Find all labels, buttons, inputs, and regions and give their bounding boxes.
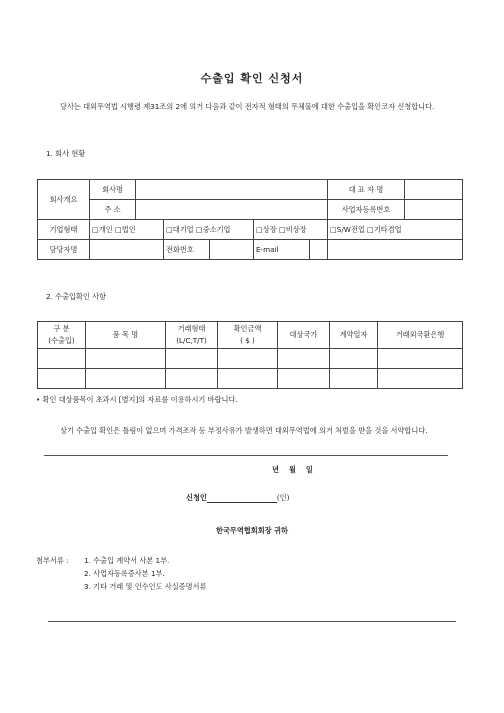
biz-reg-no-value[interactable] xyxy=(405,200,463,220)
attachments-label: 첨부서류 : xyxy=(36,556,69,565)
table-cell[interactable] xyxy=(330,349,378,369)
col-amount-text: 확인금액 xyxy=(233,324,262,333)
representative-label: 대 표 자 명 xyxy=(328,180,405,200)
applicant-line xyxy=(186,493,289,503)
col-trade-type xyxy=(166,322,218,349)
col-contract-date: 계약일자 xyxy=(330,322,378,349)
company-name-label: 회사명 xyxy=(90,180,136,200)
address-value[interactable] xyxy=(136,200,328,220)
manager-value[interactable] xyxy=(90,240,164,260)
table-cell[interactable] xyxy=(378,369,463,389)
table-cell[interactable] xyxy=(330,369,378,389)
table-cell[interactable] xyxy=(218,349,278,369)
list-item: 3. 기타 거래 및 인수인도 사실증명서류 xyxy=(84,582,207,591)
table-cell[interactable] xyxy=(378,349,463,369)
col-item-name: 품 목 명 xyxy=(86,322,166,349)
manager-label: 담당자명 xyxy=(38,240,90,260)
email-value-a[interactable] xyxy=(310,240,328,260)
intro-paragraph: 당사는 대외무역법 시행령 제31조의 2에 의거 다음과 같이 전자적 형태의 무체물에 대한 수출입을 확인코자 신청합니다. xyxy=(60,102,435,111)
table-cell[interactable] xyxy=(86,369,166,389)
col-category-sub: (수출입) xyxy=(48,336,75,345)
company-type-option-2[interactable]: □대기업 □중소기업 xyxy=(164,220,254,240)
company-type-label: 기업형태 xyxy=(38,220,90,240)
list-item: 1. 수출입 계약서 사본 1부. xyxy=(84,556,170,565)
addressee: 한국무역협회회장 귀하 xyxy=(216,526,288,535)
address-label: 주 소 xyxy=(90,200,136,220)
company-type-option-3[interactable]: □상장 □비상장 xyxy=(254,220,328,240)
email-value-b[interactable] xyxy=(328,240,463,260)
col-category-text: 구 분 xyxy=(53,324,70,333)
company-overview-label: 회사개요 xyxy=(38,180,90,220)
biz-reg-no-label: 사업자등록번호 xyxy=(328,200,405,220)
col-trade-type-sub: (L/C,T/T) xyxy=(176,336,207,345)
divider xyxy=(48,621,456,622)
applicant-signature-field[interactable] xyxy=(207,494,277,503)
list-item: 2. 사업자등록증사본 1부. xyxy=(84,569,165,578)
trade-table xyxy=(37,321,463,389)
company-type-option-4[interactable]: □S/W전업 □기타겸업 xyxy=(328,220,463,240)
applicant-label: 신청인 xyxy=(186,493,207,502)
col-trade-type-text: 거래형태 xyxy=(177,324,206,333)
table-cell[interactable] xyxy=(278,349,330,369)
phone-label: 전화번호 xyxy=(164,240,210,260)
phone-value[interactable] xyxy=(210,240,254,260)
representative-value[interactable] xyxy=(405,180,463,200)
company-table xyxy=(37,179,463,260)
table-cell[interactable] xyxy=(38,369,86,389)
divider xyxy=(44,455,448,456)
attachments-list xyxy=(84,556,206,595)
company-type-option-1[interactable]: □개인 □법인 xyxy=(90,220,164,240)
seal-label: (인) xyxy=(276,493,290,502)
table-cell[interactable] xyxy=(278,369,330,389)
section2-heading: 2. 수출입확인 사항 xyxy=(46,292,107,301)
col-country: 대상국가 xyxy=(278,322,330,349)
table-cell[interactable] xyxy=(166,349,218,369)
date-line: 년 월 일 xyxy=(272,465,313,474)
table-cell[interactable] xyxy=(166,369,218,389)
col-bank: 거래외국환은행 xyxy=(378,322,463,349)
page-title: 수출입 확인 신청서 xyxy=(200,72,304,85)
table-cell[interactable] xyxy=(86,349,166,369)
section1-heading: 1. 회사 현황 xyxy=(46,149,86,158)
pledge-paragraph: 상기 수출입 확인은 틀림이 없으며 가격조작 등 부정사유가 발생하면 대외무역법에 의거 처벌을 받을 것을 서약합니다. xyxy=(60,426,428,435)
col-amount xyxy=(218,322,278,349)
table-cell[interactable] xyxy=(38,349,86,369)
col-amount-sub: ( $ ) xyxy=(240,336,255,345)
email-label: E-mail xyxy=(254,240,310,260)
col-category xyxy=(38,322,86,349)
table-cell[interactable] xyxy=(218,369,278,389)
company-name-value[interactable] xyxy=(136,180,328,200)
note: • 확인 대상품목이 초과시 [별지]의 자료를 이용하시기 바랍니다. xyxy=(36,395,238,404)
